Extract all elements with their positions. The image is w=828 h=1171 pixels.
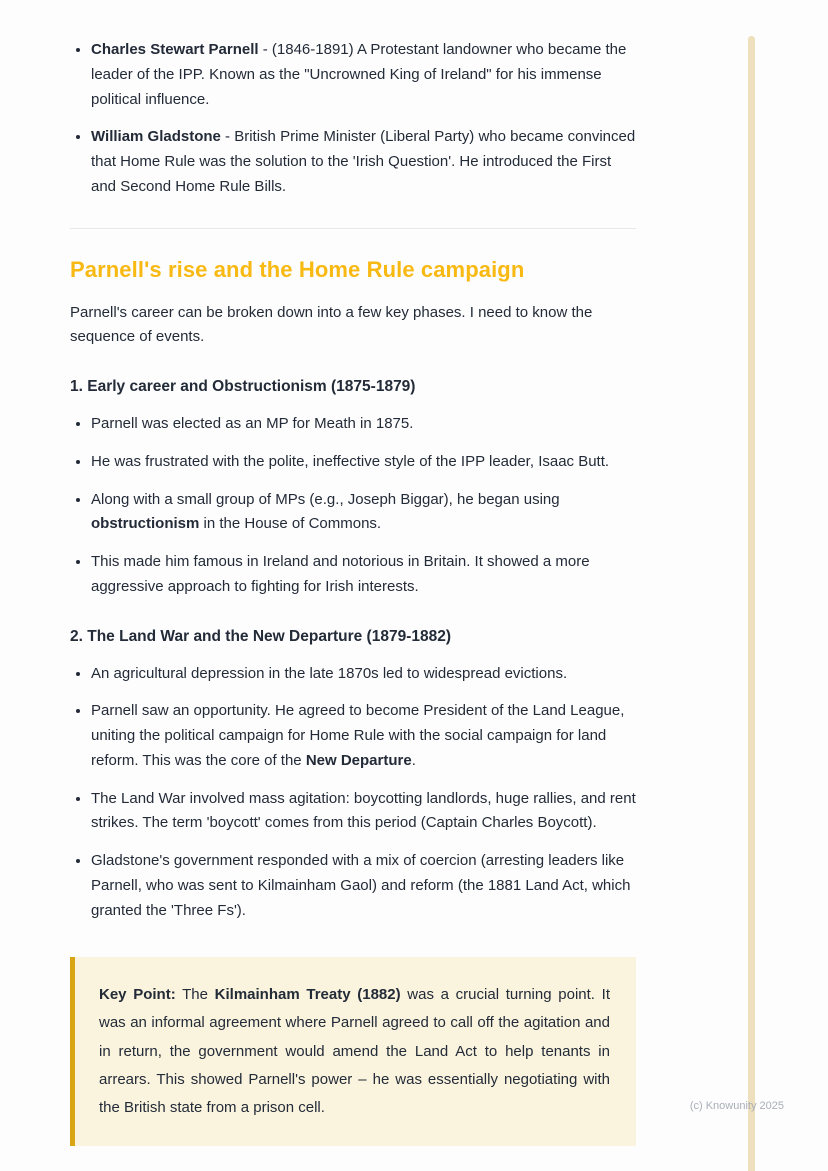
section-heading: Parnell's rise and the Home Rule campaign	[70, 256, 525, 282]
text-segment: The	[175, 986, 215, 1004]
subsection-title-land-war: 2. The Land War and the New Departure (1879-1882)	[70, 627, 452, 645]
text-segment: Parnell saw an opportunity. He agreed to become President of the Land League, uniting the political campaign for Home Rule with the social campaign for land reform. This was the core of the	[91, 702, 625, 769]
bold-text: Kilmainham Treaty (1882)	[214, 986, 401, 1004]
text-segment: Parnell was elected as an MP for Meath in 1875.	[91, 415, 414, 432]
list-item	[91, 662, 636, 687]
bullet-text	[91, 453, 609, 470]
text-segment: This made him famous in Ireland and notorious in Britain. It showed a more aggressive approach to fighting for Irish interests.	[91, 553, 590, 595]
bullet-text	[91, 553, 590, 595]
text-segment: The Land War involved mass agitation: boycotting landlords, huge rallies, and rent strikes. The term 'boycott' comes from this period (Captain Charles Boycott).	[91, 789, 636, 832]
bullet-text	[91, 852, 630, 919]
text-segment: .	[411, 751, 416, 769]
list-item	[91, 125, 636, 199]
text-segment: - British Prime Minister (Liberal Party) who became convinced that Home Rule was the solution to the 'Irish Question'. He introduced the First and Second Home Rule Bills.	[91, 128, 636, 195]
bullet-text	[91, 790, 636, 832]
bold-text: William Gladstone	[91, 128, 221, 146]
text-segment: in the House of Commons.	[199, 515, 382, 533]
text-segment: He was frustrated with the polite, ineffective style of the IPP leader, Isaac Butt.	[91, 452, 610, 470]
text-segment: An agricultural depression in the late 1870s led to widespread evictions.	[91, 664, 568, 682]
text-segment: was a crucial turning point. It was an informal agreement where Parnell agreed to call off the agitation and in return, the government would amend the Land Act to help tenants in arrears. This showed Parnell's power – he was essentially negotiating with the British state from a prison cell.	[99, 986, 610, 1116]
bullet-text	[91, 665, 567, 682]
bold-text: Key Point:	[99, 986, 176, 1004]
list-item	[91, 699, 636, 773]
keypoint-text	[99, 981, 610, 1122]
list-item	[91, 412, 636, 437]
list-item	[91, 38, 636, 112]
bullet-text	[91, 491, 560, 533]
bold-text: Charles Stewart Parnell	[91, 41, 259, 58]
text-segment: Gladstone's government responded with a mix of coercion (arresting leaders like Parnell, who was sent to Kilmainham Gaol) and reform (the 1881 Land Act, which granted the 'Three Fs').	[91, 852, 631, 919]
text-segment: - (1846-1891) A Protestant landowner who became the leader of the IPP. Known as the "Uncrowned King of Ireland" for his immense political influence.	[91, 41, 627, 108]
divider	[70, 228, 636, 229]
content	[70, 38, 636, 1146]
bold-text: obstructionism	[91, 515, 200, 533]
list-item	[91, 488, 636, 538]
side-accent-bar	[748, 36, 755, 1171]
subsection-title-early-career: 1. Early career and Obstructionism (1875-1879)	[70, 378, 416, 395]
keypoint-box	[70, 957, 636, 1146]
list-item	[91, 849, 636, 923]
list-item	[91, 787, 636, 837]
bullet-text	[91, 128, 635, 195]
text-segment: Along with a small group of MPs (e.g., Joseph Biggar), he began using	[91, 490, 560, 508]
bold-text: New Departure	[305, 751, 412, 769]
bullet-text	[91, 415, 413, 432]
bullet-text	[91, 41, 626, 108]
bullet-text	[91, 702, 624, 769]
land-war-list	[70, 662, 636, 924]
watermark: (c) Knowunity 2025	[689, 1100, 784, 1112]
list-item	[91, 450, 636, 475]
intro-list	[70, 38, 636, 200]
early-career-list	[70, 412, 636, 600]
list-item	[91, 550, 636, 600]
lead-paragraph: Parnell's career can be broken down into a few key phases. I need to know the sequence of events.	[70, 303, 593, 346]
